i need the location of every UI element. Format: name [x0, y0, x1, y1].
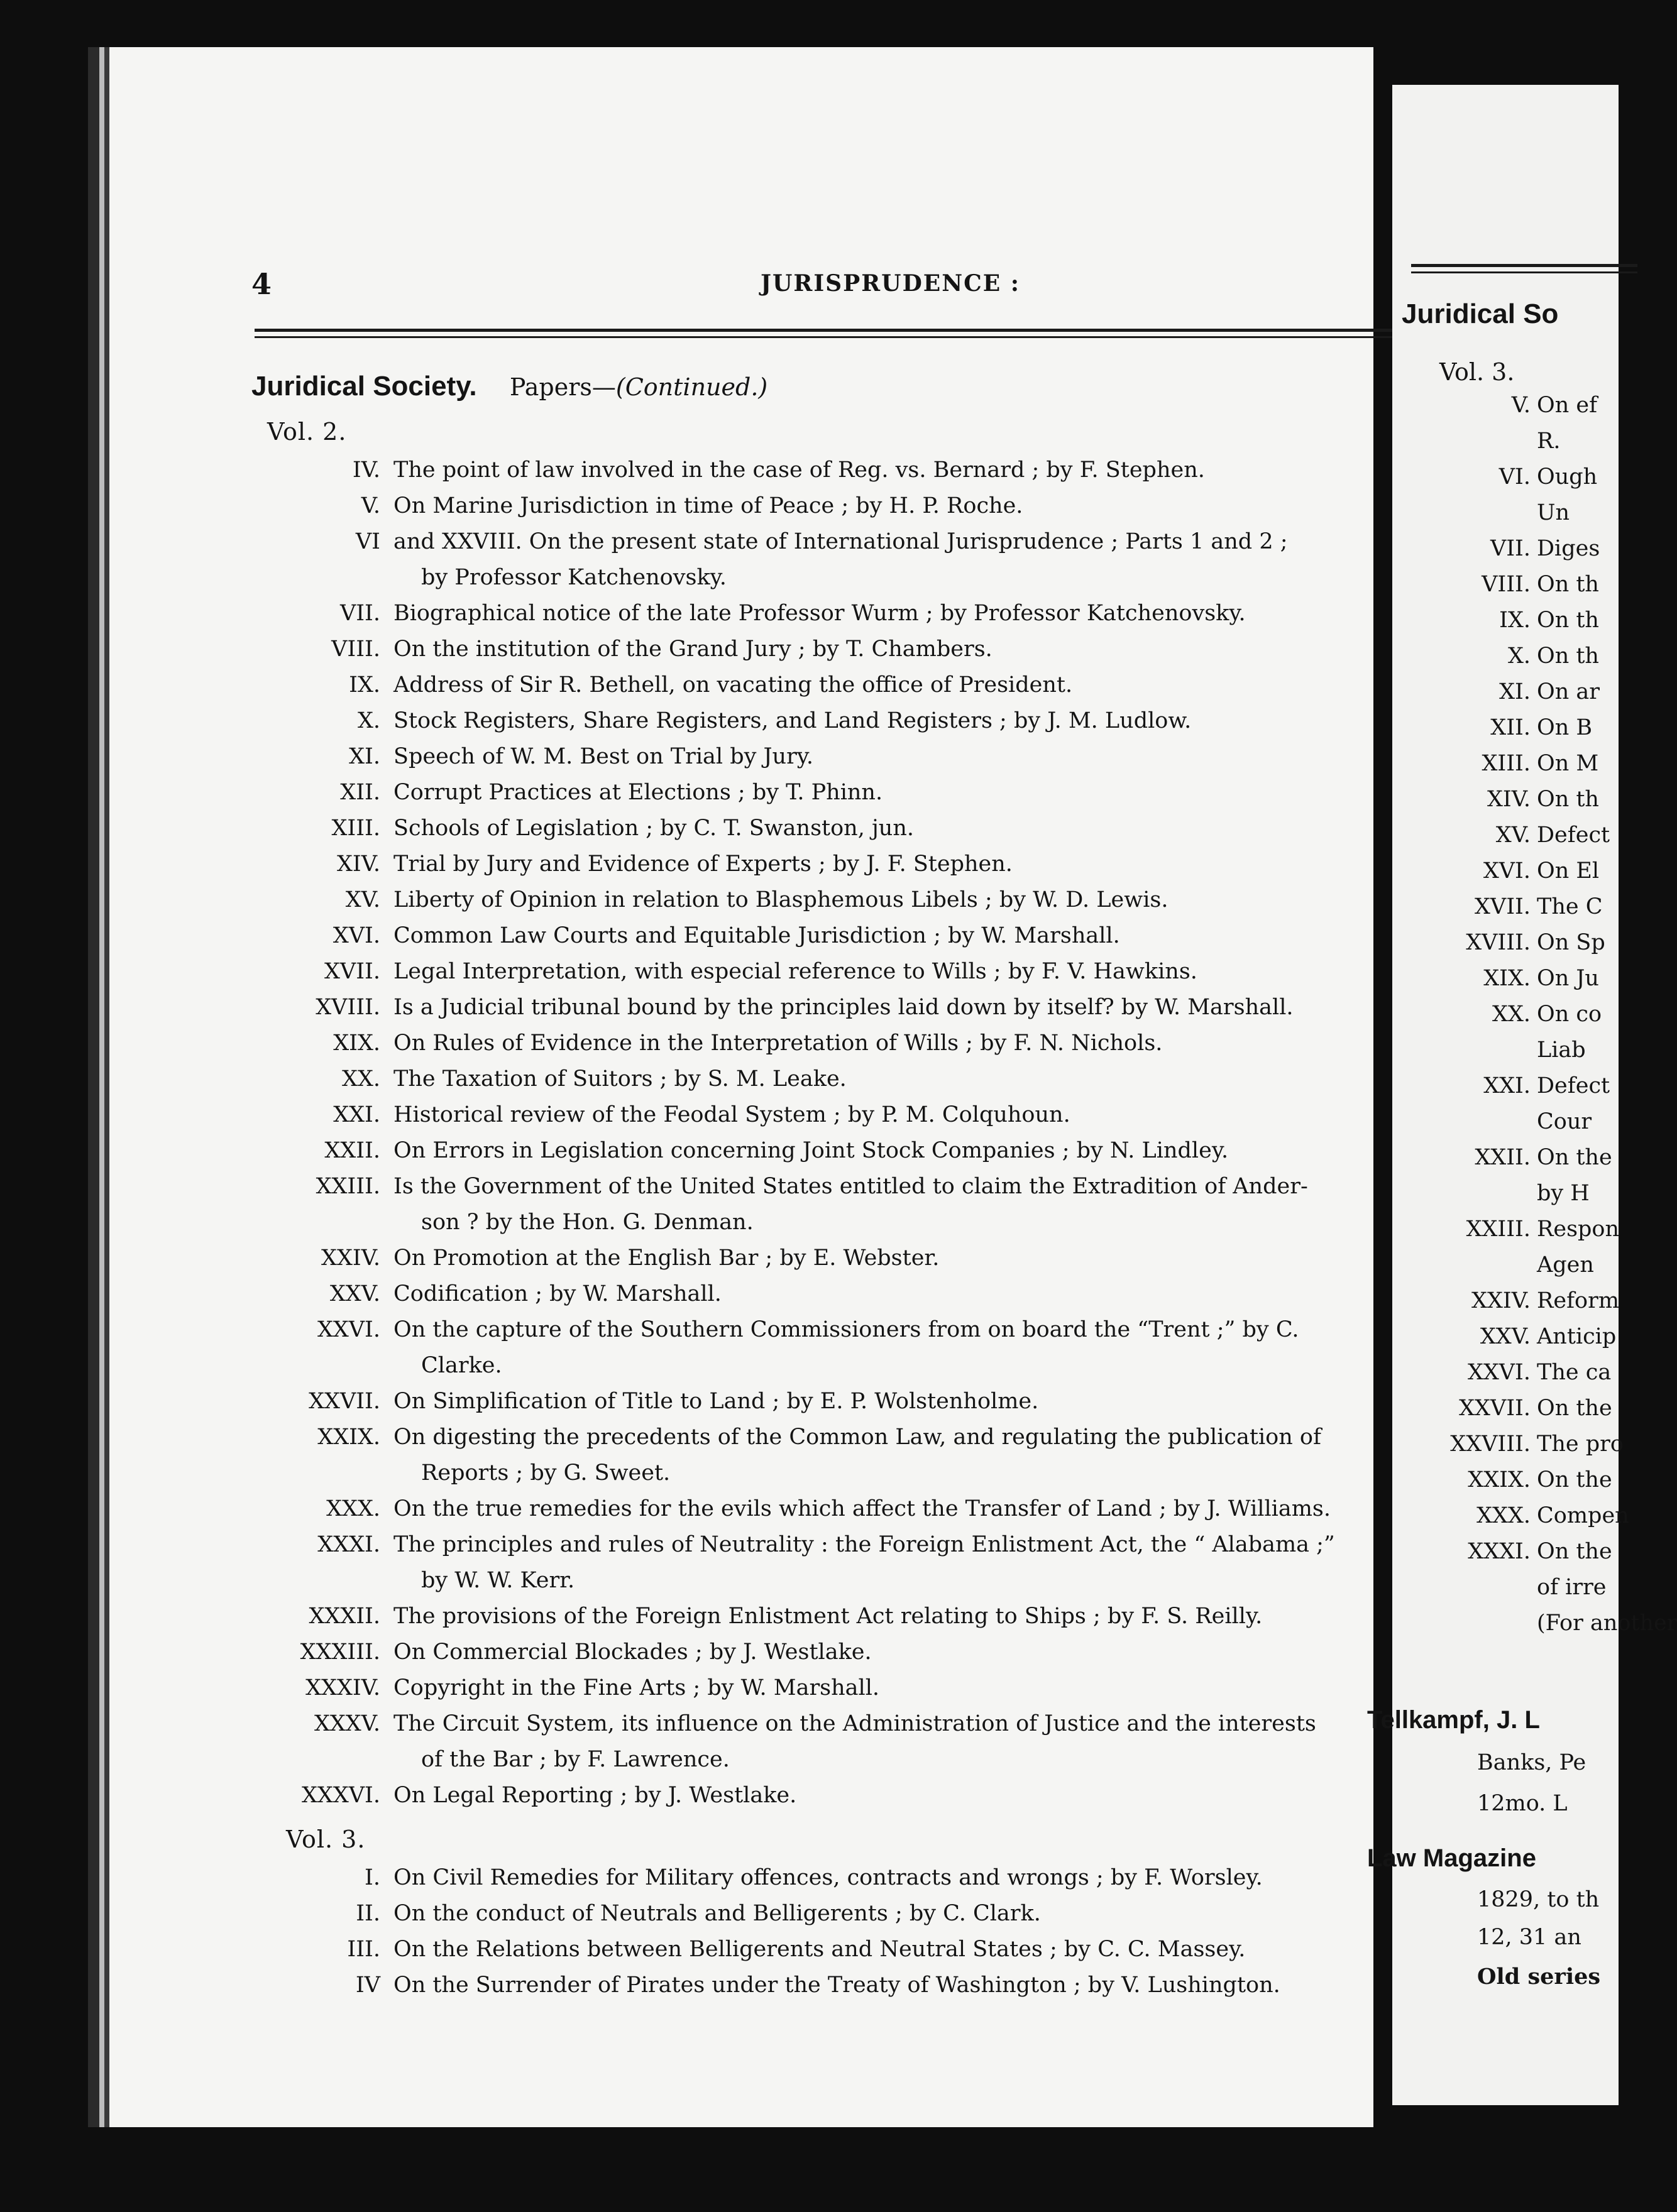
- right-entry-number: XVI.: [1483, 858, 1531, 884]
- right-entry-text: Reform: [1537, 1288, 1620, 1313]
- right-entry-text: On the: [1537, 1396, 1612, 1421]
- right-list-item: [1392, 679, 1600, 704]
- right-entry-text: On th: [1537, 572, 1599, 597]
- right-entry-number: XXX.: [1476, 1503, 1531, 1528]
- entry-number: XXV.: [329, 1281, 380, 1306]
- right-entry-text: On ef: [1537, 393, 1598, 418]
- right-entry-text: On ar: [1537, 679, 1600, 704]
- entry-text: Copyright in the Fine Arts ; by W. Marshall.: [393, 1675, 880, 1700]
- entry-number: IV.: [352, 457, 380, 483]
- right-entry-text: On M: [1537, 751, 1599, 776]
- right-list-item: [1392, 1360, 1611, 1385]
- right-list-item: [1392, 572, 1599, 597]
- right-section-title: Juridical So: [1402, 298, 1559, 329]
- right-list-item: [1392, 1252, 1594, 1278]
- right-entry-text: On B: [1537, 715, 1593, 740]
- entry-number: XX.: [342, 1066, 380, 1092]
- entry-text: Trial by Jury and Evidence of Experts ; by J. F. Stephen.: [393, 851, 1013, 877]
- right-entry-number: XII.: [1490, 715, 1531, 740]
- entry-text: On Marine Jurisdiction in time of Peace ; by H. P. Roche.: [393, 493, 1023, 518]
- right-entry-number: X.: [1507, 643, 1531, 669]
- header-rule: [255, 329, 1421, 332]
- entry-text: Common Law Courts and Equitable Jurisdiction ; by W. Marshall.: [393, 923, 1120, 948]
- right-tellkampf-line3: 12mo. L: [1477, 1791, 1568, 1816]
- entry-number: XXII.: [324, 1138, 380, 1163]
- right-entry-text: Un: [1537, 500, 1570, 525]
- entry-text: Stock Registers, Share Registers, and Land Registers ; by J. M. Ludlow.: [393, 708, 1192, 733]
- right-entry-text: Cour: [1537, 1109, 1592, 1134]
- right-entry-text: Diges: [1537, 536, 1600, 561]
- right-list-item: [1392, 1324, 1616, 1349]
- right-list-item: [1392, 1288, 1619, 1313]
- entry-number: XII.: [340, 780, 380, 805]
- right-list-item: [1392, 1503, 1629, 1528]
- entry-text: Legal Interpretation, with especial reference to Wills ; by F. V. Hawkins.: [393, 959, 1197, 984]
- right-entry-number: XIII.: [1482, 751, 1531, 776]
- entry-text: On Legal Reporting ; by J. Westlake.: [393, 1783, 797, 1808]
- entry-number: III.: [347, 1937, 380, 1962]
- right-entry-text: R.: [1537, 429, 1561, 454]
- right-entry-text: by H: [1537, 1181, 1590, 1206]
- entry-number: XXX.: [326, 1496, 380, 1521]
- entry-text-continued: Clarke.: [421, 1353, 502, 1378]
- right-entry-text: On Ju: [1537, 966, 1599, 991]
- right-list-item: [1392, 1038, 1586, 1063]
- entry-text: Address of Sir R. Bethell, on vacating the office of President.: [393, 672, 1073, 698]
- right-list-item: [1392, 894, 1603, 919]
- entry-number: XXVI.: [317, 1317, 380, 1342]
- entry-text: The point of law involved in the case of Reg. vs. Bernard ; by F. Stephen.: [393, 457, 1205, 483]
- entry-text: On digesting the precedents of the Common Law, and regulating the publication of: [393, 1425, 1321, 1450]
- right-list-item: [1392, 464, 1597, 490]
- right-entry-number: XV.: [1495, 823, 1531, 848]
- right-entry-text: On th: [1537, 787, 1599, 812]
- right-law-magazine: Law Magazine: [1367, 1844, 1536, 1872]
- right-entry-text: On the: [1537, 1467, 1612, 1492]
- right-list-item: [1392, 1467, 1612, 1492]
- entry-number: XV.: [345, 887, 380, 912]
- entry-number: VIII.: [331, 637, 380, 662]
- right-list-item: [1392, 751, 1598, 776]
- entry-number: IV: [355, 1973, 380, 1998]
- right-entry-text: The ca: [1537, 1360, 1612, 1385]
- entry-number: XVII.: [324, 959, 380, 984]
- entry-number: XIX.: [333, 1031, 380, 1056]
- entry-text: Schools of Legislation ; by C. T. Swanston, jun.: [393, 816, 915, 841]
- right-entry-number: XIV.: [1487, 787, 1531, 812]
- entry-number: I.: [365, 1865, 380, 1890]
- right-list-item: [1392, 1145, 1612, 1170]
- right-entry-number: XXVII.: [1459, 1396, 1531, 1421]
- entry-text: Codification ; by W. Marshall.: [393, 1281, 722, 1306]
- entry-text: On the conduct of Neutrals and Belligerents ; by C. Clark.: [393, 1901, 1041, 1926]
- right-entry-text: On Sp: [1537, 930, 1605, 955]
- entry-number: XXXIV.: [305, 1675, 380, 1700]
- right-header-rule-thin: [1411, 271, 1637, 273]
- right-lawmag-line4: Old series: [1477, 1964, 1601, 1990]
- entry-number: VI: [355, 529, 380, 554]
- left-page: [88, 47, 1373, 2127]
- right-entry-number: XXVI.: [1467, 1360, 1531, 1385]
- entry-number: XVI.: [333, 923, 380, 948]
- right-entry-text: Ough: [1537, 464, 1598, 490]
- right-list-item: [1392, 1575, 1607, 1600]
- entry-text: On Errors in Legislation concerning Joint Stock Companies ; by N. Lindley.: [393, 1138, 1229, 1163]
- entry-number: XXXV.: [314, 1711, 380, 1736]
- right-header-rule: [1411, 264, 1637, 267]
- entry-number: XXXIII.: [300, 1640, 380, 1665]
- right-lawmag-line3: 12, 31 an: [1477, 1925, 1581, 1950]
- right-entry-text: On th: [1537, 643, 1599, 669]
- entry-text: Is the Government of the United States entitled to claim the Extradition of Ander-: [393, 1174, 1308, 1199]
- right-list-item: [1392, 1396, 1612, 1421]
- entry-text-continued: Reports ; by G. Sweet.: [421, 1460, 671, 1486]
- entry-text-continued: by Professor Katchenovsky.: [421, 565, 727, 590]
- right-entry-number: XVIII.: [1466, 930, 1531, 955]
- right-entry-number: XXIX.: [1468, 1467, 1531, 1492]
- right-list-item: [1392, 1073, 1610, 1098]
- entry-number: IX.: [349, 672, 380, 698]
- right-entry-number: XI.: [1499, 679, 1531, 704]
- entry-text: On the Surrender of Pirates under the Treaty of Washington ; by V. Lushington.: [393, 1973, 1280, 1998]
- right-entry-text: of irre: [1537, 1575, 1607, 1600]
- entry-text: Liberty of Opinion in relation to Blasphemous Libels ; by W. D. Lewis.: [393, 887, 1168, 912]
- right-list-item: [1392, 536, 1600, 561]
- right-entry-text: On th: [1537, 608, 1599, 633]
- entry-number: XXXVI.: [302, 1783, 380, 1808]
- right-entry-number: XXIII.: [1466, 1217, 1531, 1242]
- running-title: JURISPRUDENCE :: [761, 270, 1021, 297]
- entry-number: XXIX.: [317, 1425, 380, 1450]
- right-entry-text: Compen: [1537, 1503, 1629, 1528]
- right-entry-number: XXIV.: [1471, 1288, 1531, 1313]
- right-entry-number: VII.: [1490, 536, 1531, 561]
- entry-text: Corrupt Practices at Elections ; by T. Phinn.: [393, 780, 883, 805]
- vol3-label: Vol. 3.: [286, 1826, 366, 1853]
- vol2-label: Vol. 2.: [267, 418, 347, 446]
- right-list-item: [1392, 823, 1610, 848]
- entry-text: and XXVIII. On the present state of International Jurisprudence ; Parts 1 and 2 ;: [393, 529, 1288, 554]
- right-entry-text: Defect: [1537, 823, 1610, 848]
- right-entry-number: V.: [1511, 393, 1531, 418]
- right-list-item: [1392, 930, 1605, 955]
- right-list-item: [1392, 643, 1599, 669]
- entry-text: The Taxation of Suitors ; by S. M. Leake.: [393, 1066, 847, 1092]
- right-entry-text: The pro: [1537, 1432, 1624, 1457]
- right-entry-text: Respon: [1537, 1217, 1620, 1242]
- entry-text: On Simplification of Title to Land ; by E. P. Wolstenholme.: [393, 1389, 1039, 1414]
- right-list-item: [1392, 1181, 1590, 1206]
- right-list-item: [1392, 1217, 1619, 1242]
- entry-number: VII.: [339, 601, 380, 626]
- page-number: 4: [251, 267, 272, 301]
- entry-number: XXVII.: [309, 1389, 380, 1414]
- entry-text: Historical review of the Feodal System ; by P. M. Colquhoun.: [393, 1102, 1070, 1127]
- right-list-item: [1392, 966, 1599, 991]
- entry-number: XXI.: [333, 1102, 380, 1127]
- right-entry-number: XX.: [1492, 1002, 1531, 1027]
- entry-text-continued: son ? by the Hon. G. Denman.: [421, 1210, 754, 1235]
- right-list-item: [1392, 858, 1599, 884]
- entry-text: On the Relations between Belligerents and Neutral States ; by C. C. Massey.: [393, 1937, 1246, 1962]
- section-subtitle-continued: (Continued.): [615, 373, 768, 401]
- entry-number: X.: [357, 708, 380, 733]
- right-entry-text: Agen: [1537, 1252, 1594, 1278]
- entry-text: The principles and rules of Neutrality : the Foreign Enlistment Act, the “ Alabama ;”: [393, 1532, 1335, 1557]
- entry-number: XXXII.: [309, 1604, 380, 1629]
- right-entry-text: (For another: [1537, 1611, 1677, 1636]
- right-tellkampf-line2: Banks, Pe: [1477, 1750, 1586, 1775]
- right-entry-text: On El: [1537, 858, 1600, 884]
- entry-number: XXIV.: [321, 1246, 380, 1271]
- right-entry-text: The C: [1537, 894, 1603, 919]
- entry-text: On Commercial Blockades ; by J. Westlake.: [393, 1640, 872, 1665]
- entry-text: Is a Judicial tribunal bound by the principles laid down by itself? by W. Marshall.: [393, 995, 1294, 1020]
- entry-text: Biographical notice of the late Professor Wurm ; by Professor Katchenovsky.: [393, 601, 1246, 626]
- section-subtitle: Papers—: [509, 373, 616, 401]
- right-entry-text: On the: [1537, 1145, 1612, 1170]
- right-list-item: [1392, 393, 1597, 418]
- entry-number: V.: [361, 493, 380, 518]
- right-entry-number: XVII.: [1475, 894, 1531, 919]
- entry-text: On Promotion at the English Bar ; by E. Webster.: [393, 1246, 940, 1271]
- right-entry-text: On the: [1537, 1539, 1612, 1564]
- right-tellkampf: Tellkampf, J. L: [1367, 1706, 1540, 1734]
- right-entry-number: XXVIII.: [1450, 1432, 1531, 1457]
- right-list-item: [1392, 1432, 1624, 1457]
- entry-text: On the institution of the Grand Jury ; by T. Chambers.: [393, 637, 992, 662]
- section-title: Juridical Society.: [251, 371, 477, 402]
- right-entry-text: On co: [1537, 1002, 1602, 1027]
- entry-number: II.: [356, 1901, 380, 1926]
- entry-number: XIII.: [331, 816, 380, 841]
- entry-number: XI.: [349, 744, 380, 769]
- right-entry-number: XIX.: [1483, 966, 1531, 991]
- right-entry-text: Anticip: [1537, 1324, 1617, 1349]
- right-vol-label: Vol. 3.: [1439, 358, 1515, 386]
- right-entry-number: XXI.: [1483, 1073, 1531, 1098]
- entry-number: XXXI.: [317, 1532, 380, 1557]
- right-list-item: [1392, 429, 1560, 454]
- right-list-item: [1392, 608, 1599, 633]
- entry-number: XVIII.: [316, 995, 380, 1020]
- right-list-item: [1392, 1539, 1612, 1564]
- entry-text-continued: of the Bar ; by F. Lawrence.: [421, 1747, 730, 1772]
- entry-text: The provisions of the Foreign Enlistment Act relating to Ships ; by F. S. Reilly.: [393, 1604, 1263, 1629]
- right-entry-number: XXV.: [1480, 1324, 1531, 1349]
- right-entry-number: VIII.: [1482, 572, 1531, 597]
- right-lawmag-line2: 1829, to th: [1477, 1887, 1600, 1912]
- entry-number: XIV.: [336, 851, 380, 877]
- right-list-item: [1392, 1611, 1677, 1636]
- right-entry-text: Liab: [1537, 1038, 1586, 1063]
- entry-text: The Circuit System, its influence on the Administration of Justice and the interests: [393, 1711, 1316, 1736]
- right-list-item: [1392, 787, 1599, 812]
- right-list-item: [1392, 1002, 1602, 1027]
- section-heading: [251, 371, 767, 402]
- entry-number: XXIII.: [316, 1174, 380, 1199]
- entry-text-continued: by W. W. Kerr.: [421, 1568, 575, 1593]
- right-entry-number: XXXI.: [1468, 1539, 1531, 1564]
- right-list-item: [1392, 1109, 1592, 1134]
- entry-text: On the true remedies for the evils which affect the Transfer of Land ; by J. Williams.: [393, 1496, 1331, 1521]
- right-entry-text: Defect: [1537, 1073, 1610, 1098]
- right-list-item: [1392, 715, 1592, 740]
- entry-text: Speech of W. M. Best on Trial by Jury.: [393, 744, 814, 769]
- right-page: [1367, 85, 1677, 2105]
- right-entry-number: XXII.: [1475, 1145, 1531, 1170]
- right-list-item: [1392, 500, 1570, 525]
- entry-text: On Rules of Evidence in the Interpretation of Wills ; by F. N. Nichols.: [393, 1031, 1163, 1056]
- right-entry-number: IX.: [1499, 608, 1531, 633]
- header-rule-thin: [255, 336, 1421, 338]
- entry-text: On the capture of the Southern Commissioners from on board the “Trent ;” by C.: [393, 1317, 1299, 1342]
- entry-text: On Civil Remedies for Military offences, contracts and wrongs ; by F. Worsley.: [393, 1865, 1263, 1890]
- right-entry-number: VI.: [1498, 464, 1531, 490]
